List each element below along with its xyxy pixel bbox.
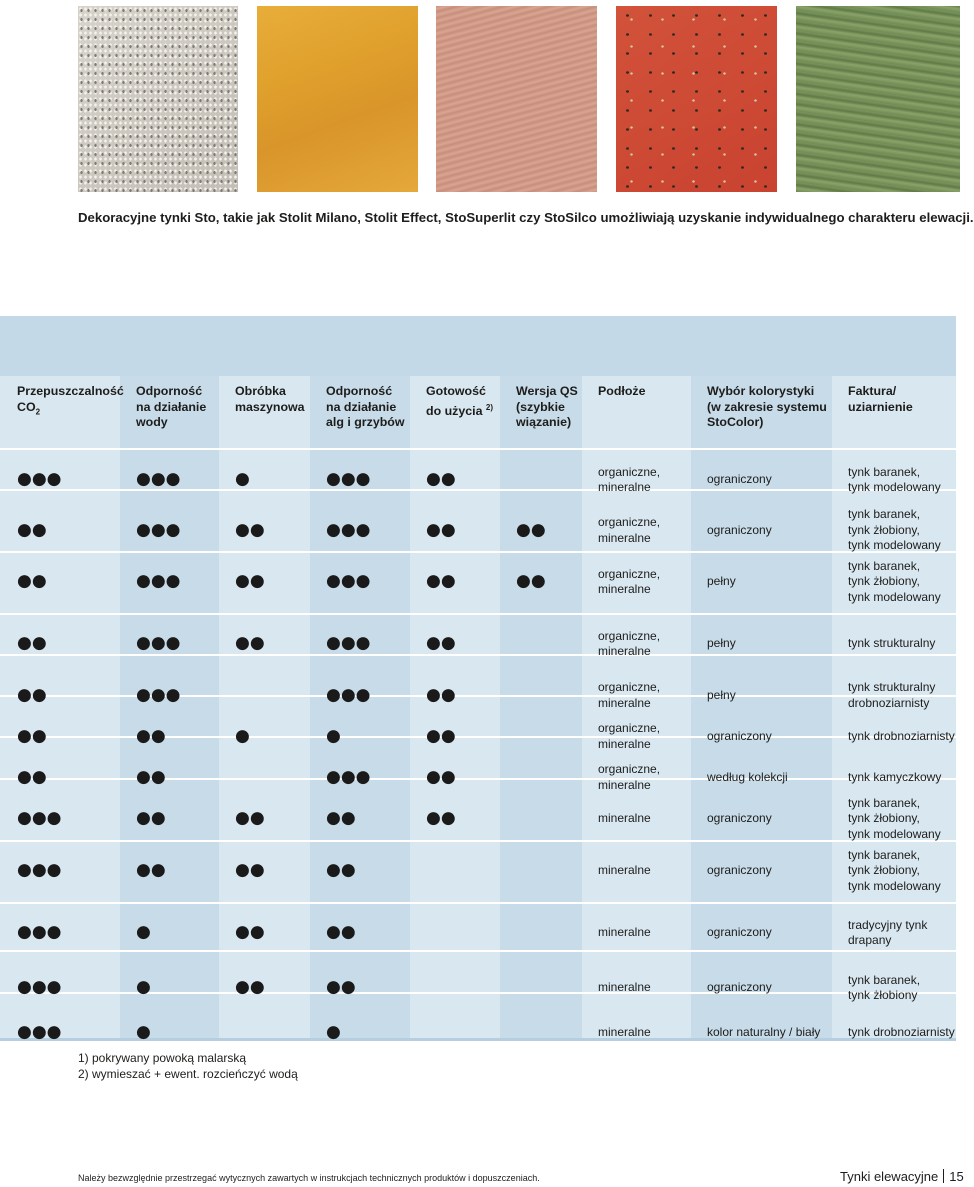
texture-line: tynk żłobiony bbox=[848, 988, 918, 1002]
substrate-cell bbox=[598, 863, 651, 879]
substrate-cell bbox=[598, 1025, 651, 1041]
texture-line: tynk modelowany bbox=[848, 589, 941, 604]
page-number: 15 bbox=[949, 1169, 964, 1184]
rating-machine: ●● bbox=[235, 922, 265, 942]
texture-cell bbox=[848, 770, 941, 786]
rating-algae: ● bbox=[326, 725, 341, 746]
substrate-line: mineralne bbox=[598, 480, 651, 494]
substrate-cell bbox=[598, 629, 660, 660]
header-ready-to-use: Gotowość do użycia $^{2)}$ bbox=[426, 384, 494, 418]
color-choice-cell: ograniczony bbox=[707, 522, 772, 537]
texture-line: tynk drobnoziarnisty bbox=[848, 1025, 955, 1040]
substrate-line: mineralne bbox=[598, 777, 651, 792]
color-choice-cell: ograniczony bbox=[707, 472, 772, 486]
texture-line: tynk żłobiony, bbox=[848, 863, 920, 878]
texture-cell bbox=[848, 918, 927, 949]
substrate-line: organiczne, bbox=[598, 680, 661, 694]
rating-algae: ●●● bbox=[326, 684, 371, 705]
rating-water: ●●● bbox=[136, 633, 181, 653]
rating-machine: ● bbox=[235, 725, 250, 746]
legal-notice: Należy bezwzględnie przestrzegać wytycznych zawartych w instrukcjach technicznych produktów i dopuszczeniach. bbox=[78, 1173, 540, 1183]
texture-cell bbox=[848, 465, 941, 496]
caption: Dekoracyjne tynki Sto, takie jak Stolit Milano, Stolit Effect, StoSuperlit czy StoSilco umożliwiają uzyskanie indywidualnego charakteru elewacji. bbox=[78, 210, 974, 225]
substrate-line: mineralne bbox=[598, 644, 651, 658]
texture-cell bbox=[848, 973, 920, 1004]
rating-ready: ●● bbox=[426, 766, 456, 787]
substrate-line: organiczne, bbox=[598, 515, 661, 529]
rating-algae: ●●● bbox=[326, 571, 371, 591]
footer-divider bbox=[943, 1169, 944, 1183]
swatch-green-textured bbox=[796, 6, 960, 192]
texture-cell bbox=[848, 636, 935, 652]
rating-ready: ●● bbox=[426, 519, 456, 540]
substrate-cell bbox=[598, 721, 660, 752]
swatch-yellow-ochre bbox=[257, 6, 418, 192]
rating-ready: ●● bbox=[426, 808, 456, 828]
substrate-cell bbox=[598, 680, 660, 711]
texture-cell bbox=[848, 796, 941, 843]
substrate-line: mineralne bbox=[598, 582, 651, 596]
rating-qs: ●● bbox=[516, 571, 546, 591]
color-choice-cell: pełny bbox=[707, 574, 736, 588]
rating-water: ●● bbox=[136, 860, 166, 880]
rating-machine: ● bbox=[235, 469, 250, 489]
texture-line: tynk kamyczkowy bbox=[848, 769, 942, 784]
texture-cell bbox=[848, 507, 941, 554]
rating-co2: ●●● bbox=[17, 808, 62, 828]
texture-cell bbox=[848, 680, 935, 711]
rating-ready: ●● bbox=[426, 571, 456, 591]
substrate-line: mineralne bbox=[598, 736, 651, 751]
substrate-line: mineralne bbox=[598, 1025, 651, 1040]
footnote-2: 2) wymieszać + ewent. rozcieńczyć wodą bbox=[78, 1067, 298, 1081]
substrate-line: organiczne, bbox=[598, 762, 661, 776]
rating-co2: ●● bbox=[17, 725, 47, 746]
substrate-line: mineralne bbox=[598, 530, 651, 545]
rating-co2: ●● bbox=[17, 766, 47, 787]
texture-line: tynk baranek, bbox=[848, 464, 921, 479]
rating-machine: ●● bbox=[235, 571, 265, 591]
rating-water: ●● bbox=[136, 808, 166, 828]
texture-cell bbox=[848, 729, 955, 745]
rating-water: ● bbox=[136, 922, 151, 942]
rating-co2: ●● bbox=[17, 633, 47, 653]
rating-machine: ●● bbox=[235, 977, 265, 997]
texture-cell bbox=[848, 1025, 955, 1041]
substrate-cell bbox=[598, 465, 660, 496]
header-algae-resistance: Odporność na działanie alg i grzybów bbox=[326, 384, 405, 429]
texture-line: drobnoziarnisty bbox=[848, 695, 930, 710]
header-color-choice: Wybór kolorystyki (w zakresie systemu StoColor) bbox=[707, 384, 827, 429]
rating-co2: ●●● bbox=[17, 469, 62, 489]
rating-water: ● bbox=[136, 977, 151, 997]
substrate-cell bbox=[598, 925, 651, 941]
rating-machine: ●● bbox=[235, 860, 265, 880]
substrate-line: mineralne bbox=[598, 980, 651, 995]
texture-line: tynk baranek, bbox=[848, 847, 921, 862]
color-choice-cell: ograniczony bbox=[707, 811, 772, 825]
color-choice-cell: pełny bbox=[707, 636, 736, 650]
color-choice-cell: ograniczony bbox=[707, 980, 772, 994]
texture-line: tynk modelowany bbox=[848, 826, 941, 841]
table-top-band bbox=[0, 316, 956, 376]
rating-co2: ●●● bbox=[17, 922, 62, 942]
rating-machine: ●● bbox=[235, 808, 265, 828]
substrate-cell bbox=[598, 811, 651, 827]
substrate-cell bbox=[598, 980, 651, 996]
texture-line: tynk modelowany bbox=[848, 480, 941, 494]
header-water-resistance: Odporność na działanie wody bbox=[136, 384, 207, 429]
color-choice-cell: kolor naturalny / biały bbox=[707, 1025, 821, 1039]
rating-co2: ●● bbox=[17, 571, 47, 591]
color-choice-cell: ograniczony bbox=[707, 863, 772, 877]
rating-ready: ●● bbox=[426, 469, 456, 489]
rating-algae: ●● bbox=[326, 977, 356, 997]
rating-algae: ●●● bbox=[326, 633, 371, 653]
texture-line: tynk żłobiony, bbox=[848, 811, 920, 826]
rating-algae: ●● bbox=[326, 808, 356, 828]
texture-line: tynk baranek, bbox=[848, 972, 921, 987]
rating-machine: ●● bbox=[235, 519, 265, 540]
texture-line: tynk baranek, bbox=[848, 558, 921, 573]
texture-cell bbox=[848, 848, 941, 895]
substrate-line: mineralne bbox=[598, 811, 651, 826]
rating-co2: ●●● bbox=[17, 860, 62, 880]
rating-co2: ●●● bbox=[17, 977, 62, 997]
rating-algae: ●●● bbox=[326, 766, 371, 787]
color-choice-cell: ograniczony bbox=[707, 728, 772, 743]
color-choice-cell: pełny bbox=[707, 687, 736, 702]
texture-cell bbox=[848, 559, 941, 606]
rating-algae: ● bbox=[326, 1022, 341, 1042]
rating-co2: ●●● bbox=[17, 1022, 62, 1042]
texture-line: tynk strukturalny bbox=[848, 636, 936, 651]
rating-water: ●●● bbox=[136, 469, 181, 489]
substrate-line: mineralne bbox=[598, 863, 651, 878]
texture-line: tynk baranek, bbox=[848, 507, 921, 522]
rating-water: ●●● bbox=[136, 519, 181, 540]
rating-water: ●●● bbox=[136, 684, 181, 705]
header-substrate: Podłoże bbox=[598, 384, 646, 398]
substrate-line: organiczne, bbox=[598, 464, 661, 479]
rating-co2: ●● bbox=[17, 684, 47, 705]
substrate-line: organiczne, bbox=[598, 628, 661, 643]
texture-line: tynk modelowany bbox=[848, 538, 941, 553]
properties-table bbox=[0, 316, 956, 1041]
rating-water: ●●● bbox=[136, 571, 181, 591]
substrate-cell bbox=[598, 762, 660, 793]
rating-algae: ●● bbox=[326, 860, 356, 880]
texture-line: drapany bbox=[848, 933, 892, 947]
texture-line: tynk żłobiony, bbox=[848, 574, 920, 589]
texture-line: tynk drobnoziarnisty bbox=[848, 728, 955, 743]
rating-qs: ●● bbox=[516, 519, 546, 540]
rating-water: ● bbox=[136, 1022, 151, 1042]
rating-algae: ●●● bbox=[326, 519, 371, 540]
swatch-grey-granular bbox=[78, 6, 238, 192]
substrate-line: organiczne, bbox=[598, 566, 661, 581]
rating-ready: ●● bbox=[426, 725, 456, 746]
swatch-terracotta-pink bbox=[436, 6, 597, 192]
substrate-cell bbox=[598, 567, 660, 598]
header-qs-version: Wersja QS (szybkie wiązanie) bbox=[516, 384, 578, 429]
color-choice-cell: według kolekcji bbox=[707, 769, 788, 784]
header-co2: Przepuszczalność $CO_2$ bbox=[17, 384, 124, 416]
substrate-line: mineralne bbox=[598, 925, 651, 940]
texture-line: tradycyjny tynk bbox=[848, 917, 928, 932]
substrate-line: organiczne, bbox=[598, 721, 661, 735]
footnotes bbox=[78, 1050, 298, 1082]
texture-line: tynk modelowany bbox=[848, 878, 941, 893]
section-name: Tynki elewacyjne bbox=[840, 1169, 939, 1184]
rating-water: ●● bbox=[136, 766, 166, 787]
header-machine-application: Obróbka maszynowa bbox=[235, 384, 305, 414]
texture-line: tynk żłobiony, bbox=[848, 522, 920, 537]
rating-co2: ●● bbox=[17, 519, 47, 540]
rating-algae: ●● bbox=[326, 922, 356, 942]
substrate-line: mineralne bbox=[598, 695, 651, 710]
rating-machine: ●● bbox=[235, 633, 265, 653]
substrate-cell bbox=[598, 515, 660, 546]
rating-ready: ●● bbox=[426, 684, 456, 705]
page-footer bbox=[840, 1169, 964, 1184]
rating-algae: ●●● bbox=[326, 469, 371, 489]
texture-line: tynk strukturalny bbox=[848, 680, 936, 694]
swatch-red-speckled bbox=[616, 6, 777, 192]
texture-line: tynk baranek, bbox=[848, 795, 921, 810]
rating-water: ●● bbox=[136, 725, 166, 746]
texture-swatches bbox=[78, 6, 960, 192]
footnote-1: 1) pokrywany powoką malarską bbox=[78, 1051, 247, 1065]
header-texture: Faktura/ uziarnienie bbox=[848, 384, 913, 414]
color-choice-cell: ograniczony bbox=[707, 925, 772, 939]
rating-ready: ●● bbox=[426, 633, 456, 653]
